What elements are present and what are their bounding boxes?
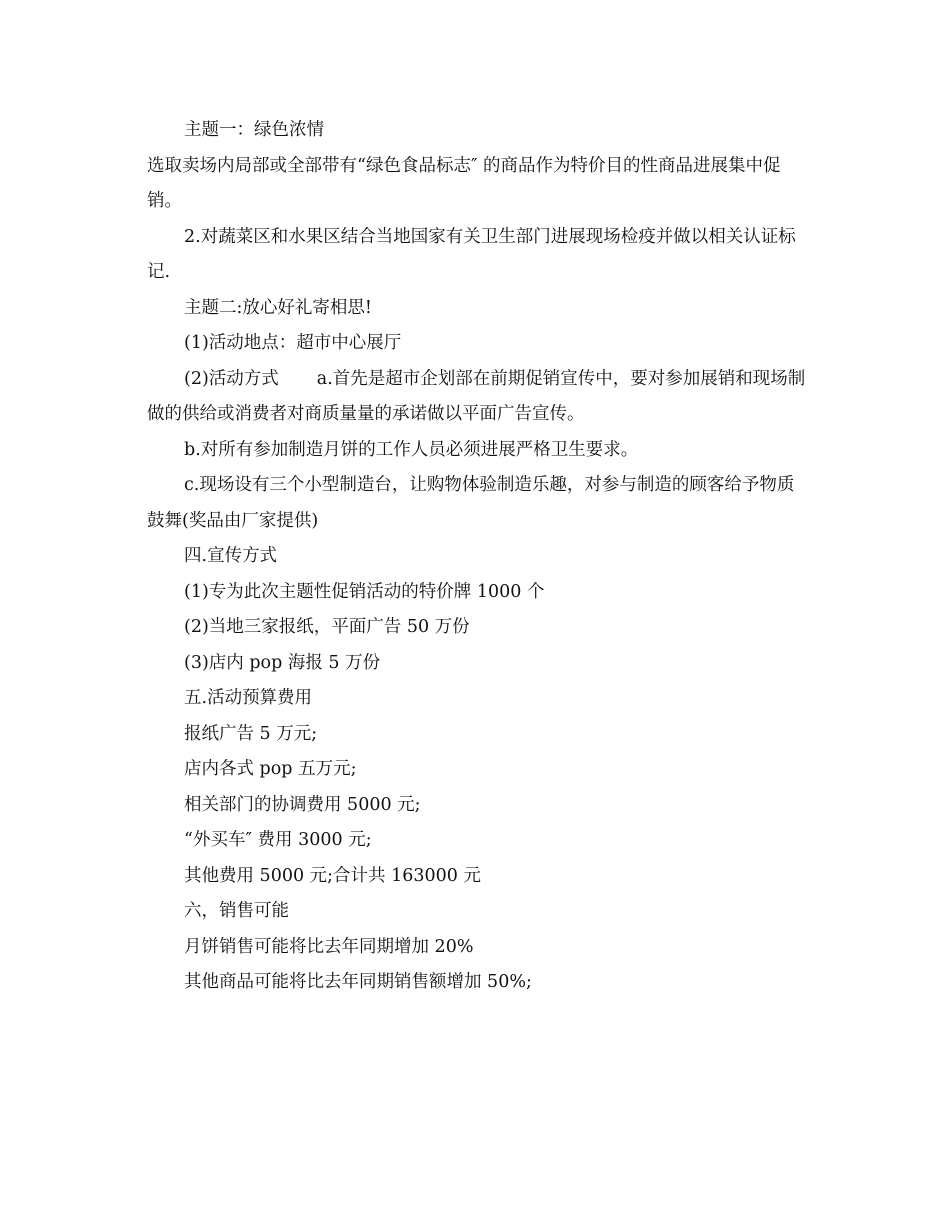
budget-total: 其他费用 5000 元;合计共 163000 元 [184, 865, 481, 886]
forecast-other: 其他商品可能将比去年同期销售额增加 50%; [184, 972, 532, 992]
budget-pop: 店内各式 pop 五万元; [184, 759, 357, 779]
paragraph-hygiene: b.对所有参加制造月饼的工作人员必须进展严格卫生要求。 [184, 439, 639, 460]
budget-vehicle: “外买车″ 费用 3000 元; [184, 830, 372, 850]
paragraph-method [147, 362, 807, 433]
forecast-mooncake: 月饼销售可能将比去年同期增加 20% [184, 936, 474, 957]
paragraph-newspaper: (2)当地三家报纸，平面广告 50 万份 [184, 617, 470, 637]
heading-budget: 五.活动预算费用 [184, 688, 313, 708]
paragraph-price-tags: (1)专为此次主题性促销活动的特价牌 1000 个 [184, 581, 545, 602]
paragraph-pop-poster: (3)店内 pop 海报 5 万份 [184, 652, 381, 673]
budget-newspaper: 报纸广告 5 万元; [184, 723, 318, 744]
heading-promotion-method: 四.宣传方式 [184, 546, 278, 566]
paragraph-green-food: 选取卖场内局部或全部带有“绿色食品标志″ 的商品作为特价目的性商品进展集中促销。 [147, 155, 781, 211]
paragraph-location: (1)活动地点：超市中心展厅 [184, 333, 402, 353]
document-body [147, 113, 807, 1001]
heading-sales-forecast: 六，销售可能 [184, 901, 289, 921]
paragraph-workstations: c.现场设有三个小型制造台，让购物体验制造乐趣，对参与制造的顾客给予物质鼓舞(奖品由厂家提供) [147, 475, 795, 531]
budget-coordination: 相关部门的协调费用 5000 元; [184, 794, 421, 815]
paragraph-theme-1: 主题一：绿色浓情 [184, 120, 324, 140]
method-label: (2)活动方式 [184, 368, 279, 389]
paragraph-quarantine: 2.对蔬菜区和水果区结合当地国家有关卫生部门进展现场检疫并做以相关认证标记. [147, 226, 796, 282]
method-detail: a.首先是超市企划部在前期促销宣传中，要对参加展销和现场制做的供给或消费者对商质量量的承诺做以平面广告宣传。 [147, 368, 806, 424]
paragraph-theme-2: 主题二:放心好礼寄相思! [184, 297, 372, 318]
